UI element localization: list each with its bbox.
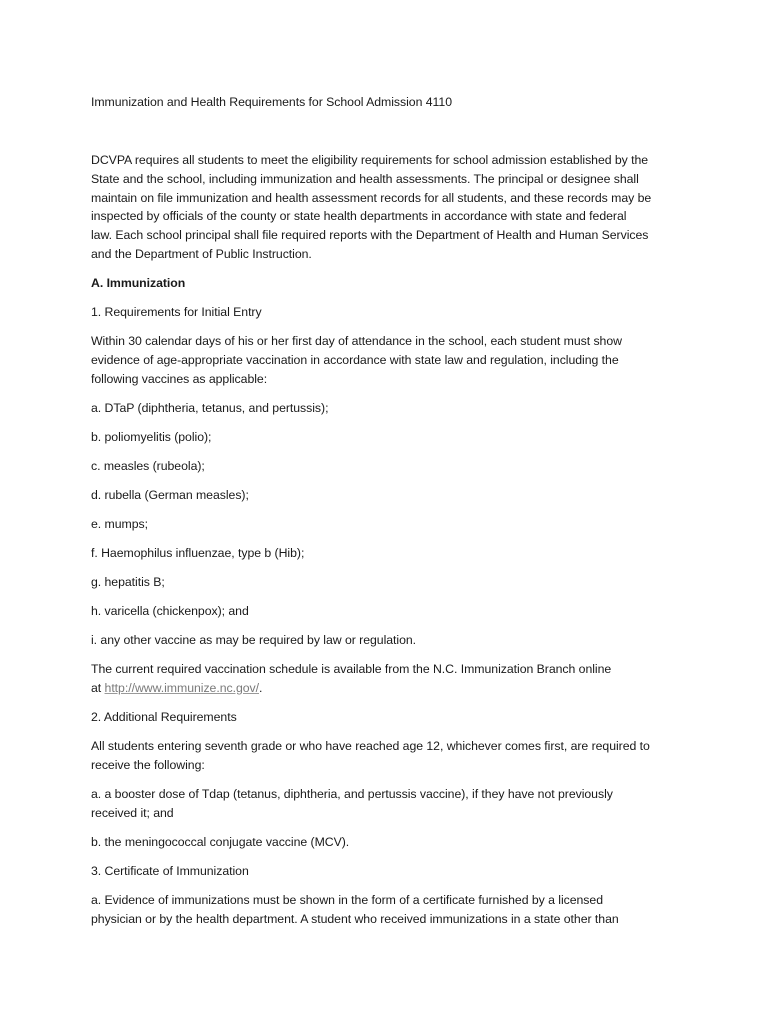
paragraph-line: a. Evidence of immunizations must be shown in the form of a certificate furnished by a licensed	[91, 893, 603, 907]
section-a-heading: A. Immunization	[91, 276, 186, 290]
paragraph-line: Within 30 calendar days of his or her first day of attendance in the school, each student must show	[91, 334, 622, 348]
paragraph-line: receive the following:	[91, 758, 205, 772]
list-item: c. measles (rubeola);	[91, 459, 205, 473]
subsection-2-heading: 2. Additional Requirements	[91, 710, 237, 724]
subsection-2-item-b: b. the meningococcal conjugate vaccine (MCV).	[91, 835, 350, 849]
list-item: i. any other vaccine as may be required by law or regulation.	[91, 633, 417, 647]
immunize-link[interactable]: http://www.immunize.nc.gov/	[104, 681, 260, 695]
paragraph-line: following vaccines as applicable:	[91, 372, 268, 386]
list-item: h. varicella (chickenpox); and	[91, 604, 249, 618]
document-title: Immunization and Health Requirements for School Admission 4110	[91, 95, 452, 109]
list-item: b. poliomyelitis (polio);	[91, 430, 212, 444]
intro-line: DCVPA requires all students to meet the eligibility requirements for school admission established by the	[91, 153, 649, 167]
paragraph-line: The current required vaccination schedule is available from the N.C. Immunization Branch online	[91, 662, 612, 676]
intro-line: and the Department of Public Instruction.	[91, 247, 312, 261]
schedule-prefix: at	[91, 681, 105, 695]
list-item: e. mumps;	[91, 517, 148, 531]
paragraph-line: All students entering seventh grade or who have reached age 12, whichever comes first, are required to	[91, 739, 650, 753]
intro-line: inspected by officials of the county or state health departments in accordance with state and federal	[91, 209, 627, 223]
paragraph-line	[91, 679, 262, 698]
list-item: f. Haemophilus influenzae, type b (Hib);	[91, 546, 305, 560]
list-item: a. DTaP (diphtheria, tetanus, and pertussis);	[91, 401, 329, 415]
list-item: g. hepatitis B;	[91, 575, 165, 589]
intro-line: maintain on file immunization and health assessment records for all students, and these records may be	[91, 191, 652, 205]
paragraph-line: a. a booster dose of Tdap (tetanus, diphtheria, and pertussis vaccine), if they have not previously	[91, 787, 613, 801]
list-item: d. rubella (German measles);	[91, 488, 249, 502]
paragraph-line: evidence of age-appropriate vaccination in accordance with state law and regulation, including the	[91, 353, 619, 367]
paragraph-line: received it; and	[91, 806, 174, 820]
intro-line: State and the school, including immunization and health assessments. The principal or designee shall	[91, 172, 639, 186]
schedule-suffix: .	[259, 681, 263, 695]
subsection-1-heading: 1. Requirements for Initial Entry	[91, 305, 262, 319]
subsection-3-heading: 3. Certificate of Immunization	[91, 864, 249, 878]
intro-line: law. Each school principal shall file required reports with the Department of Health and Human Services	[91, 228, 649, 242]
paragraph-line: physician or by the health department. A student who received immunizations in a state other than	[91, 912, 619, 926]
